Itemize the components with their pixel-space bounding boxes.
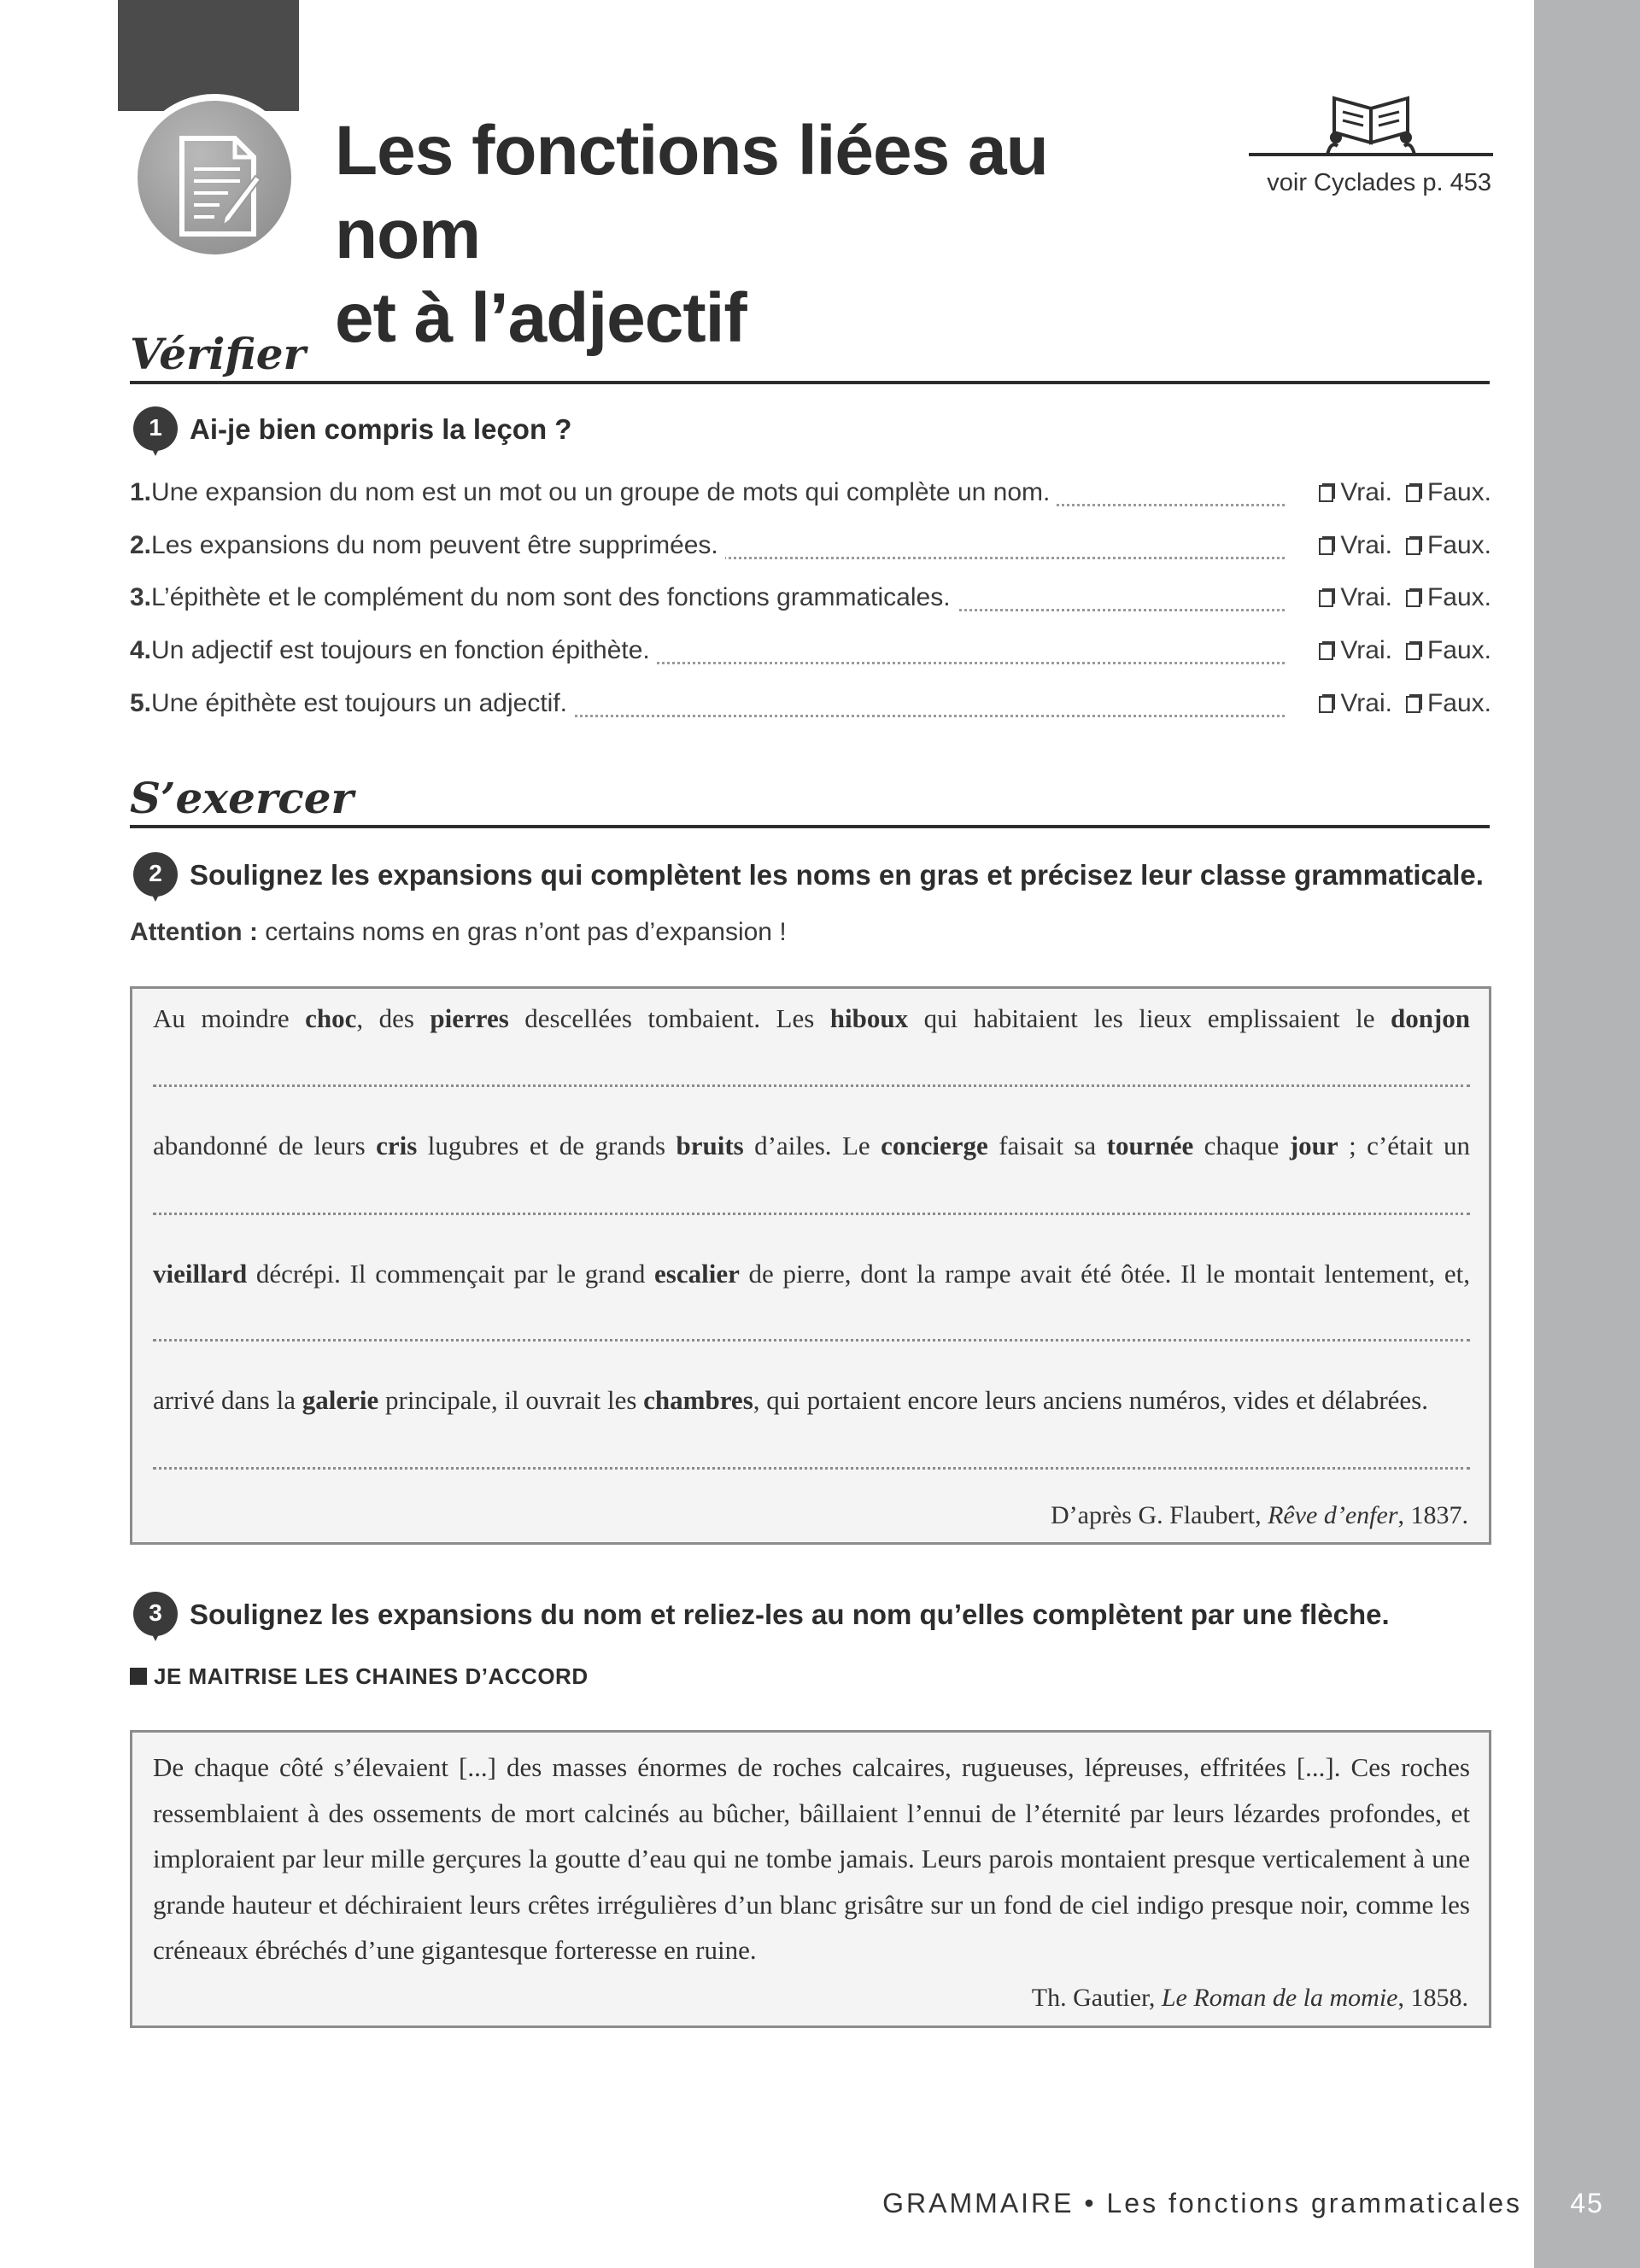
checkbox-icon[interactable] xyxy=(1406,696,1420,713)
answer-options xyxy=(1305,689,1491,718)
text-segment: principale, il ouvrait les xyxy=(378,1385,644,1415)
bold-noun: jour xyxy=(1289,1131,1338,1160)
text-segment: qui habitaient les lieux emplissaient le xyxy=(908,1003,1391,1033)
text-segment: chaque xyxy=(1193,1131,1290,1160)
open-book-icon xyxy=(1249,90,1493,158)
text-segment: lugubres et de grands xyxy=(417,1131,676,1160)
question-number: 3. xyxy=(130,583,152,611)
checkbox-label: Faux. xyxy=(1426,689,1491,717)
question-text xyxy=(130,531,725,560)
document-pencil-icon xyxy=(177,135,266,237)
checkbox-option-true[interactable] xyxy=(1319,636,1392,664)
exercise-3-passage: De chaque côté s’élevaient [...] des masses énormes de roches calcaires, rugueuses, lépreuses, effritées [...]. Ces roches ressemblaient à des ossements de mort calcinés au bûcher, bâillaient l’ennui de l’éternité par leurs lézardes profondes, et imploraient par leur mille gerçures la goutte d’eau qui ne tombe jamais. Leurs parois montaient presque verticalement à une grande hauteur et déchiraient leurs crêtes irrégulières d’un blanc grisâtre sur un fond de ciel indigo presque noir, comme les créneaux ébréchés d’une gigantesque forteresse en ruine. xyxy=(153,1752,1470,1965)
exercise-2-source: D’après G. Flaubert, Rêve d’enfer, 1837. xyxy=(1051,1501,1468,1529)
checkbox-label: Vrai. xyxy=(1340,636,1392,664)
question-text xyxy=(130,478,1057,507)
question-number: 4. xyxy=(130,636,152,664)
section-verifier-header xyxy=(130,324,1490,384)
checkbox-icon[interactable] xyxy=(1406,590,1420,607)
question-statement: Les expansions du nom peuvent être supprimées. xyxy=(151,531,718,559)
bold-noun: vieillard xyxy=(153,1259,248,1289)
exercise-1-title: Ai-je bien compris la leçon ? xyxy=(190,413,572,445)
answer-options xyxy=(1305,478,1491,507)
skill-tag: JE MAITRISE LES CHAINES D’ACCORD xyxy=(130,1663,589,1690)
question-row xyxy=(130,531,1491,572)
checkbox-label: Faux. xyxy=(1426,478,1491,506)
text-segment: , qui portaient encore leurs anciens numéros, vides et délabrées. xyxy=(753,1385,1428,1415)
attention-label: Attention : xyxy=(130,918,258,946)
square-bullet-icon xyxy=(130,1668,147,1685)
question-statement: Un adjectif est toujours en fonction épithète. xyxy=(151,636,650,664)
checkbox-option-true[interactable] xyxy=(1319,478,1392,506)
answer-options xyxy=(1305,636,1491,665)
answer-options xyxy=(1305,583,1491,612)
checkbox-icon[interactable] xyxy=(1319,643,1333,660)
text-line-1 xyxy=(153,1003,1470,1034)
text-segment: d’ailes. Le xyxy=(743,1131,882,1160)
checkbox-label: Faux. xyxy=(1426,583,1491,611)
text-segment: de pierre, dont la rampe avait été ôtée. Il le montait lentement, et, xyxy=(739,1259,1470,1289)
checkbox-icon[interactable] xyxy=(1406,485,1420,502)
text-segment: , des xyxy=(356,1003,430,1033)
question-number: 2. xyxy=(130,531,152,559)
question-row xyxy=(130,478,1491,519)
exercise-3-text-box xyxy=(130,1730,1491,2028)
question-statement: Une épithète est toujours un adjectif. xyxy=(151,689,568,717)
bold-noun: cris xyxy=(376,1131,418,1160)
question-number: 1. xyxy=(130,478,152,506)
bold-noun: choc xyxy=(305,1003,357,1033)
question-number: 5. xyxy=(130,689,152,717)
question-statement: Une expansion du nom est un mot ou un groupe de mots qui complète un nom. xyxy=(151,478,1051,506)
checkbox-option-false[interactable] xyxy=(1406,478,1491,506)
text-segment: ; c’était un xyxy=(1338,1131,1471,1160)
text-segment: descellées tombaient. Les xyxy=(508,1003,830,1033)
attention-text: certains noms en gras n’ont pas d’expansion ! xyxy=(257,918,787,946)
answer-options xyxy=(1305,531,1491,560)
text-line-2 xyxy=(153,1131,1470,1161)
exercise-2-attention xyxy=(130,918,787,947)
text-segment: abandonné de leurs xyxy=(153,1131,377,1160)
title-line-2: et à l’adjectif xyxy=(335,279,747,357)
bold-noun: pierres xyxy=(430,1003,509,1033)
answer-line-3[interactable] xyxy=(153,1339,1470,1342)
text-segment: arrivé dans la xyxy=(153,1385,302,1415)
text-line-4 xyxy=(153,1385,1470,1416)
checkbox-icon[interactable] xyxy=(1319,485,1333,502)
question-text xyxy=(130,689,574,718)
exercise-3-title: Soulignez les expansions du nom et reliez-les au nom qu’elles complètent par une flèche. xyxy=(190,1599,1390,1630)
checkbox-option-false[interactable] xyxy=(1406,583,1491,611)
title-line-1: Les fonctions liées au nom xyxy=(335,112,1048,273)
checkbox-option-true[interactable] xyxy=(1319,583,1392,611)
exercise-3-source: Th. Gautier, Le Roman de la momie, 1858. xyxy=(1031,1984,1468,2012)
checkbox-icon[interactable] xyxy=(1319,696,1333,713)
document-icon-badge xyxy=(131,94,298,261)
bold-noun: hiboux xyxy=(829,1003,909,1033)
answer-line-2[interactable] xyxy=(153,1213,1470,1215)
checkbox-label: Vrai. xyxy=(1340,478,1392,506)
question-row xyxy=(130,583,1491,624)
exercise-1-number-badge: 1 xyxy=(133,406,178,451)
textbook-reference: voir Cyclades p. 453 xyxy=(1267,169,1491,196)
question-row xyxy=(130,689,1491,730)
exercise-2-title: Soulignez les expansions qui complètent les noms en gras et précisez leur classe grammaticale. xyxy=(190,859,1484,891)
checkbox-label: Faux. xyxy=(1426,531,1491,559)
checkbox-label: Faux. xyxy=(1426,636,1491,664)
checkbox-option-false[interactable] xyxy=(1406,636,1491,664)
checkbox-icon[interactable] xyxy=(1319,538,1333,555)
text-segment: Au moindre xyxy=(153,1003,306,1033)
checkbox-label: Vrai. xyxy=(1340,531,1392,559)
answer-line-4[interactable] xyxy=(153,1467,1470,1470)
question-statement: L’épithète et le complément du nom sont des fonctions grammaticales. xyxy=(151,583,951,611)
bold-noun: bruits xyxy=(676,1131,744,1160)
checkbox-option-true[interactable] xyxy=(1319,531,1392,559)
checkbox-option-true[interactable] xyxy=(1319,689,1392,717)
text-segment: faisait sa xyxy=(987,1131,1107,1160)
checkbox-option-false[interactable] xyxy=(1406,531,1491,559)
text-segment: décrépi. Il commençait par le grand xyxy=(247,1259,655,1289)
bold-noun: donjon xyxy=(1390,1003,1470,1033)
exercise-3-number-badge: 3 xyxy=(133,1592,178,1636)
checkbox-icon[interactable] xyxy=(1319,590,1333,607)
question-row xyxy=(130,636,1491,677)
question-text xyxy=(130,583,958,612)
bold-noun: escalier xyxy=(654,1259,740,1289)
section-exercer-header xyxy=(130,769,1490,828)
page-title xyxy=(335,109,1172,360)
answer-line-1[interactable] xyxy=(153,1084,1470,1087)
bold-noun: chambres xyxy=(643,1385,753,1415)
page-number: 45 xyxy=(1570,2188,1604,2218)
text-line-3 xyxy=(153,1259,1470,1289)
checkbox-label: Vrai. xyxy=(1340,583,1392,611)
bold-noun: concierge xyxy=(881,1131,988,1160)
section-exercer-title: S’exercer xyxy=(130,773,354,823)
bold-noun: galerie xyxy=(302,1385,379,1415)
bold-noun: tournée xyxy=(1106,1131,1194,1160)
checkbox-icon[interactable] xyxy=(1406,538,1420,555)
checkbox-label: Vrai. xyxy=(1340,689,1392,717)
checkbox-option-false[interactable] xyxy=(1406,689,1491,717)
checkbox-icon[interactable] xyxy=(1406,643,1420,660)
exercise-2-text-box xyxy=(130,986,1491,1545)
exercise-2-number-badge: 2 xyxy=(133,852,178,897)
page-side-band xyxy=(1534,0,1640,2268)
section-verifier-title: Vérifier xyxy=(130,329,306,379)
question-text xyxy=(130,636,657,665)
footer-running-title: GRAMMAIRE • Les fonctions grammaticales xyxy=(882,2188,1522,2218)
